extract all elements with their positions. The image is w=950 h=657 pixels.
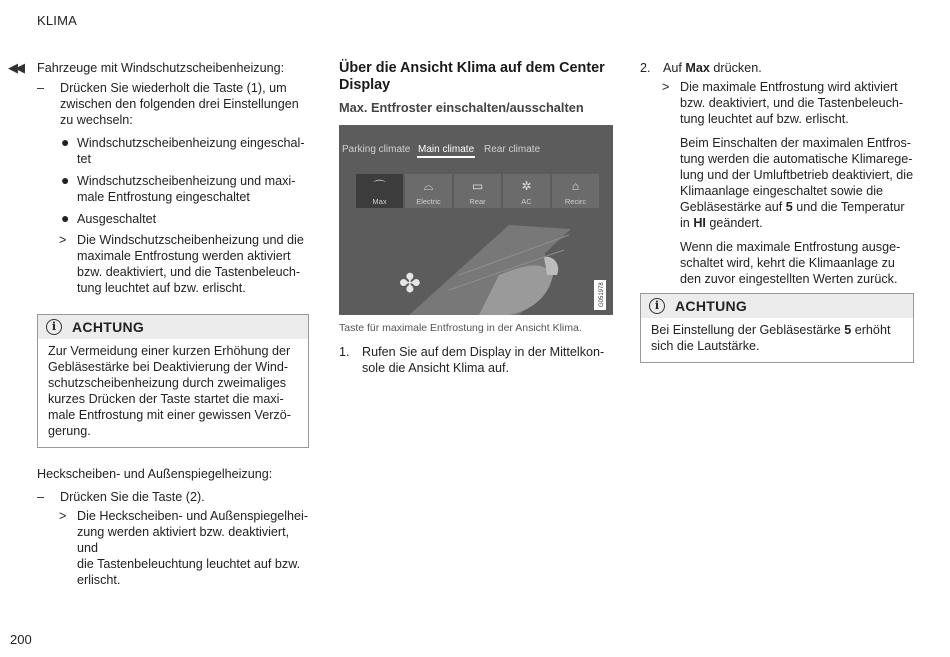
warning-header: i ACHTUNG <box>641 294 913 318</box>
climate-screen-image <box>339 125 613 315</box>
bullet-icon: ● <box>61 134 70 150</box>
tile-rear: ▭ Rear <box>454 174 501 208</box>
step-press-button-1: – Drücken Sie wiederholt die Taste (1), um zwischen den folgenden drei Einstellungen zu wechseln: <box>37 81 299 127</box>
tile-max: ⌒ Max <box>356 174 403 208</box>
bullet-icon: ● <box>61 210 70 226</box>
info-paragraph: Beim Einschalten der maximalen Entfros- tung werden die automatische Klimarege- lung und der Umluftbetrieb deaktiviert, die Klimaanlage eingeschaltet sowie die Gebläsestärke auf 5 und die Temperatur in HI geändert. <box>680 136 914 230</box>
tile-recirc: ⌂ Recirc <box>552 174 599 208</box>
recirculation-icon: ⌂ <box>571 179 580 193</box>
warning-text: Bei Einstellung der Gebläsestärke 5 erhöht sich die Lautstärke. <box>651 323 891 353</box>
image-caption: Taste für maximale Entfrostung in der Ansicht Klima. <box>339 322 582 334</box>
chapter-header: KLIMA <box>37 13 78 28</box>
step-2: 2. Auf Max drücken. <box>640 61 762 75</box>
list-item: ● Windschutzscheibenheizung und maxi- male Entfrostung eingeschaltet <box>61 172 296 204</box>
tab-main-climate: Main climate <box>418 144 475 155</box>
step-press-button-2: – Drücken Sie die Taste (2). <box>37 490 205 504</box>
result-text: > Die Windschutzscheibenheizung und die maximale Entfrostung werden aktiviert bzw. deaktiviert, und die Tastenbeleuch- tung leuchtet auf bzw. erlischt. <box>59 233 304 295</box>
page-number: 200 <box>10 632 32 647</box>
result-arrow-icon: > <box>59 233 67 247</box>
double-chevron-left-icon: ◀◀ <box>8 60 22 75</box>
step-1: 1. Rufen Sie auf dem Display in der Mittelkon- sole die Ansicht Klima auf. <box>339 345 605 375</box>
result-text: > Die Heckscheiben- und Außenspiegelhei- zung werden aktiviert bzw. deaktiviert, und die Tastenbeleuchtung leuchtet auf bzw. erlischt. <box>59 509 309 587</box>
result-arrow-icon: > <box>59 509 67 523</box>
tile-electric: ⌓ Electric <box>405 174 452 208</box>
electric-windshield-icon: ⌓ <box>423 179 434 193</box>
fan-icon: ✤ <box>399 268 421 298</box>
list-item: ● Ausgeschaltet <box>61 210 157 226</box>
bullet-icon: ● <box>61 172 70 188</box>
result-text: > Die maximale Entfrostung wird aktiviert bzw. deaktiviert, und die Tastenbeleuch- tung leuchtet auf bzw. erlischt. <box>662 80 904 126</box>
section-subheading: Max. Entfroster einschalten/ausschalten <box>339 100 584 115</box>
intro-windshield: Fahrzeuge mit Windschutzscheibenheizung: <box>37 61 285 75</box>
rear-defrost-icon: ▭ <box>471 179 484 193</box>
image-code: G051978 <box>594 280 606 310</box>
info-paragraph: Wenn die maximale Entfrostung ausge- schaltet wird, kehrt die Klimaanlage zu den zuvor eingestellten Werten zurück. <box>680 240 901 286</box>
tab-rear-climate: Rear climate <box>484 144 541 155</box>
intro-rear-heating: Heckscheiben- und Außenspiegelheizung: <box>37 467 273 481</box>
tile-ac: ✲ AC <box>503 174 550 208</box>
info-icon: i <box>46 319 62 335</box>
ac-snowflake-icon: ✲ <box>521 179 532 193</box>
max-defrost-icon: ⌒ <box>373 179 386 193</box>
warning-box <box>37 314 309 448</box>
section-heading: Über die Ansicht Klima auf dem Center Display <box>339 60 605 93</box>
result-arrow-icon: > <box>662 80 670 94</box>
column-middle <box>339 60 615 376</box>
list-item: ● Windschutzscheibenheizung eingeschal- tet <box>61 134 305 166</box>
tab-parking-climate: Parking climate <box>342 144 411 155</box>
warning-text: Zur Vermeidung einer kurzen Erhöhung der Gebläsestärke bei Deaktivierung der Wind- schutzscheibenheizung durch zweimaliges kurzes Drücken der Taste startet die maxi- male Entfrostung mit einer gewissen Verzö- gerung. <box>48 344 291 438</box>
info-icon: i <box>649 298 665 314</box>
warning-header: i ACHTUNG <box>38 315 308 339</box>
column-right <box>640 60 914 363</box>
warning-box <box>640 293 914 363</box>
column-left <box>37 60 309 588</box>
seat-illustration <box>339 125 613 315</box>
